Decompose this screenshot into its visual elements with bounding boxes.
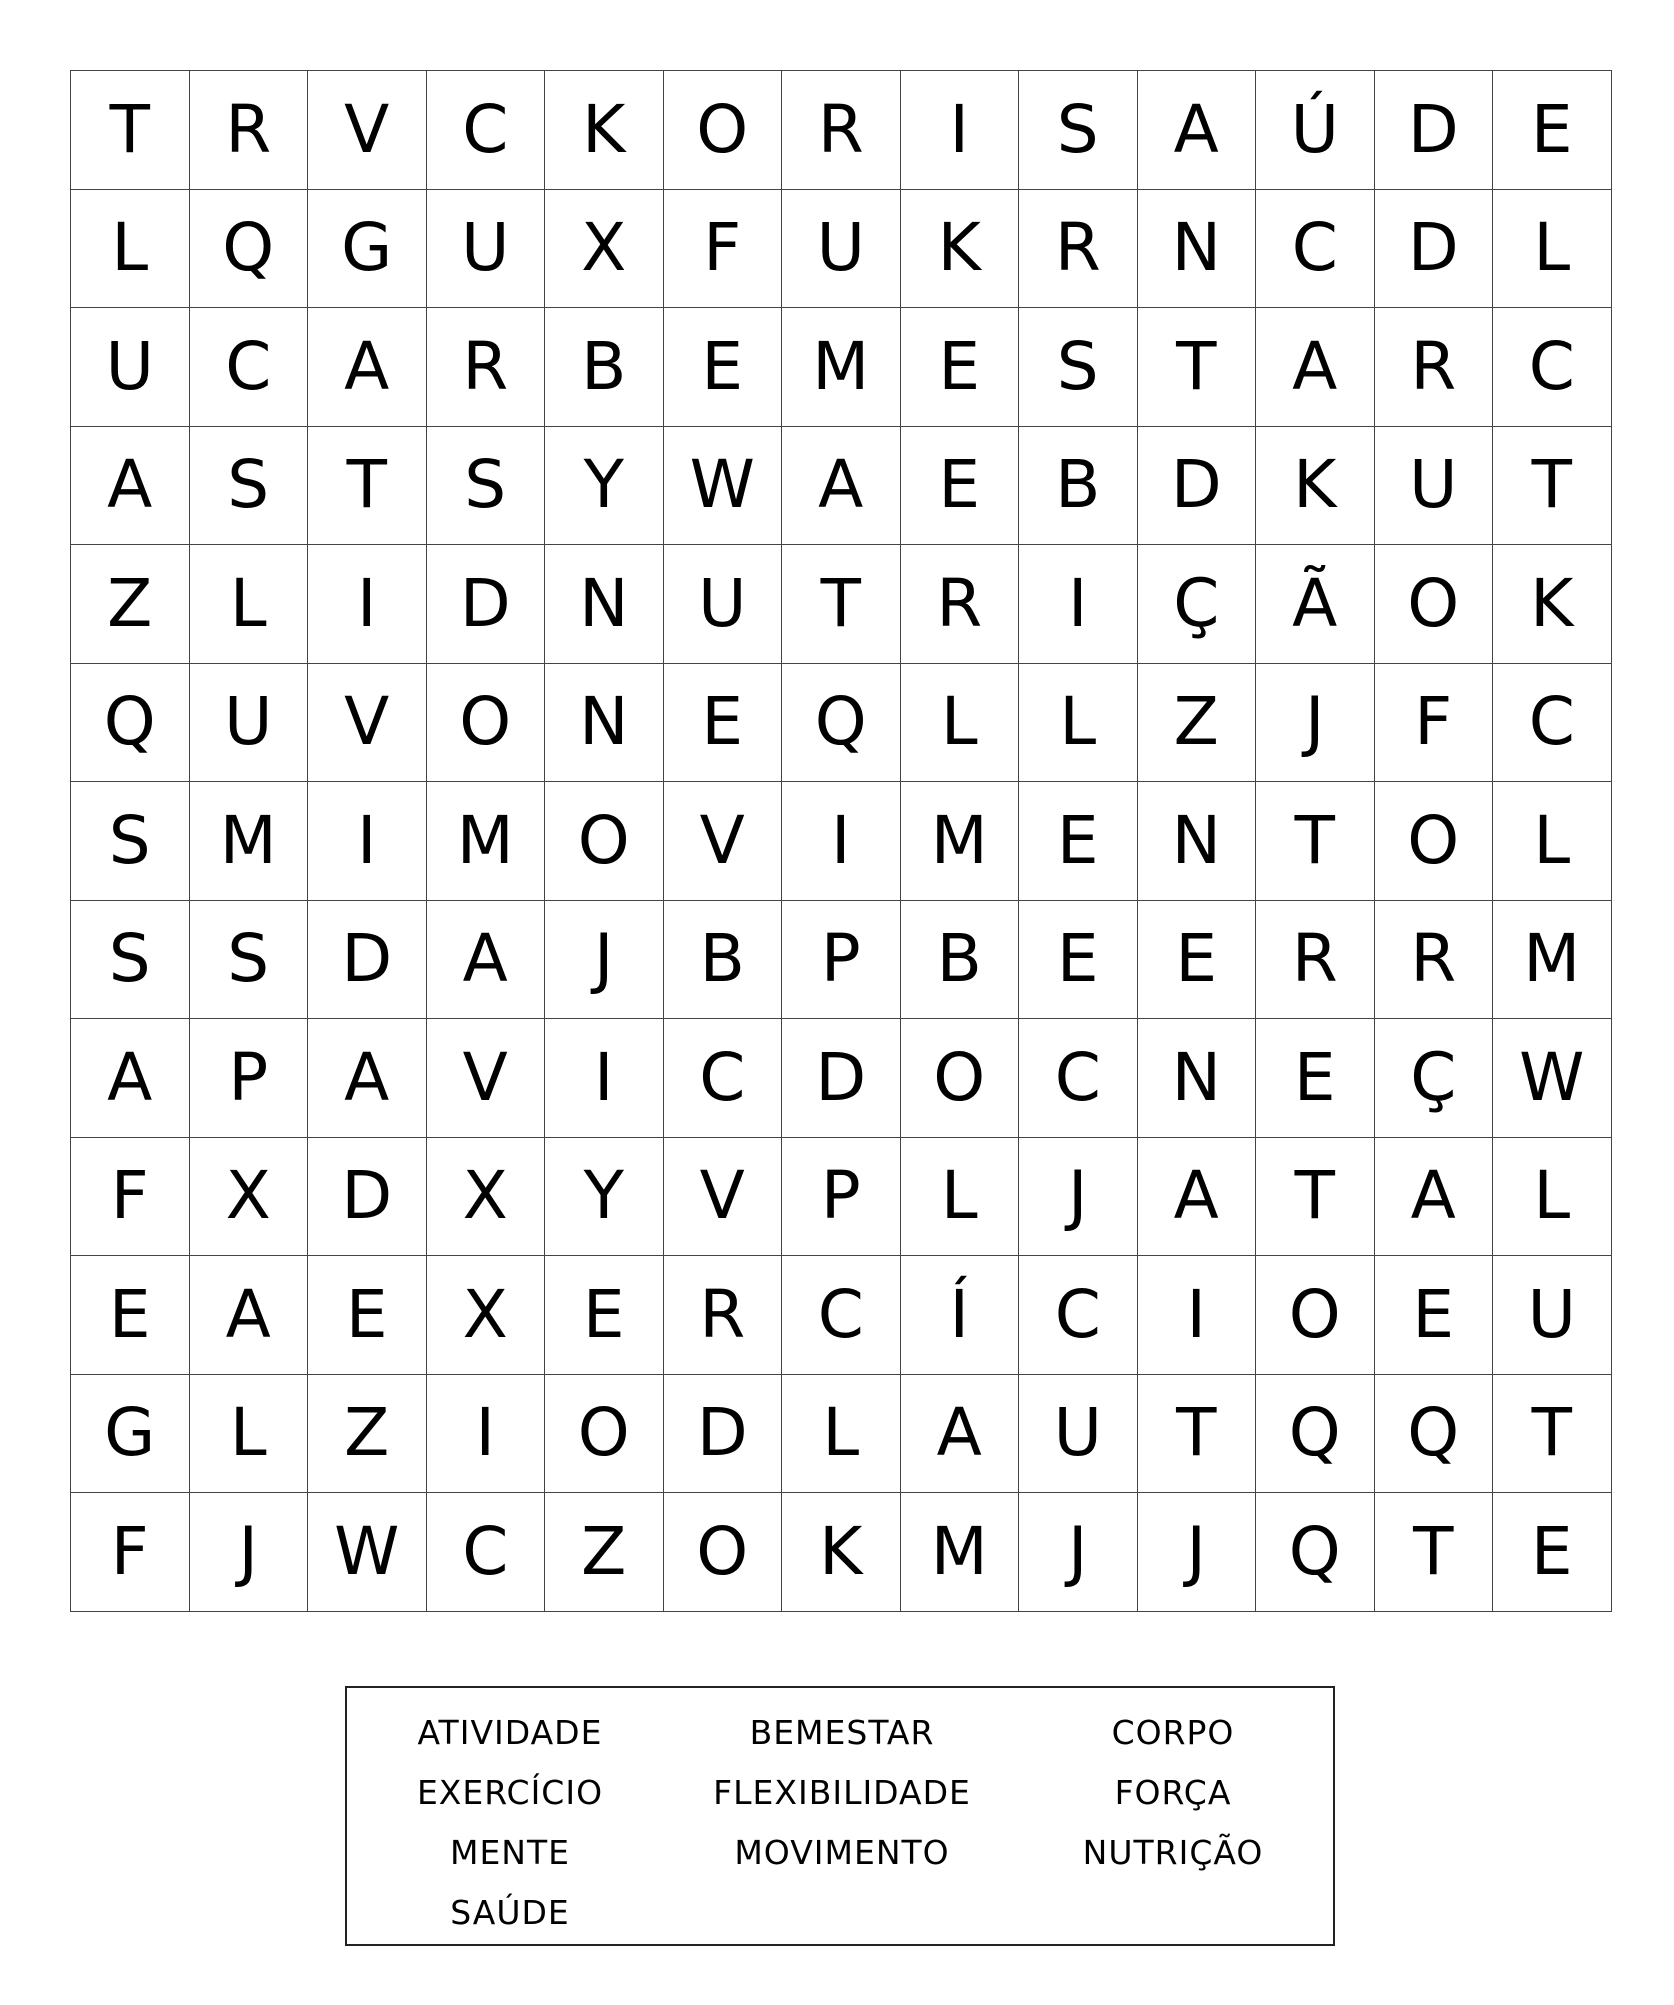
grid-cell[interactable]: A — [71, 1019, 190, 1138]
grid-cell[interactable]: S — [427, 427, 546, 546]
grid-cell[interactable]: J — [1019, 1493, 1138, 1612]
grid-cell[interactable]: E — [1019, 901, 1138, 1020]
grid-cell[interactable]: C — [664, 1019, 783, 1138]
grid-cell[interactable]: Z — [1138, 664, 1257, 783]
grid-cell[interactable]: B — [664, 901, 783, 1020]
grid-cell[interactable]: T — [782, 545, 901, 664]
grid-cell[interactable]: O — [545, 782, 664, 901]
grid-cell[interactable]: U — [1019, 1375, 1138, 1494]
grid-cell[interactable]: P — [782, 1138, 901, 1257]
grid-cell[interactable]: S — [1019, 308, 1138, 427]
grid-cell[interactable]: I — [1019, 545, 1138, 664]
grid-cell[interactable]: Z — [71, 545, 190, 664]
grid-cell[interactable]: V — [664, 782, 783, 901]
grid-cell[interactable]: U — [1375, 427, 1494, 546]
grid-cell[interactable]: W — [308, 1493, 427, 1612]
word-list-item: MOVIMENTO — [734, 1832, 950, 1872]
grid-cell[interactable]: X — [427, 1256, 546, 1375]
grid-cell[interactable]: O — [1375, 782, 1494, 901]
grid-cell[interactable]: L — [190, 545, 309, 664]
grid-cell[interactable]: L — [1493, 190, 1612, 309]
grid-cell[interactable]: M — [1493, 901, 1612, 1020]
grid-cell[interactable]: C — [1019, 1019, 1138, 1138]
grid-cell[interactable]: K — [1493, 545, 1612, 664]
grid-cell[interactable]: S — [71, 901, 190, 1020]
grid-cell[interactable]: T — [1493, 427, 1612, 546]
grid-cell[interactable]: N — [545, 664, 664, 783]
word-list-item: ATIVIDADE — [417, 1712, 603, 1752]
grid-cell[interactable]: O — [664, 71, 783, 190]
grid-cell[interactable]: W — [1493, 1019, 1612, 1138]
grid-cell[interactable]: J — [545, 901, 664, 1020]
grid-cell[interactable]: A — [1138, 1138, 1257, 1257]
grid-cell[interactable]: M — [190, 782, 309, 901]
grid-cell[interactable]: E — [1375, 1256, 1494, 1375]
grid-cell[interactable]: D — [1138, 427, 1257, 546]
grid-cell[interactable]: V — [308, 71, 427, 190]
grid-cell[interactable]: T — [1493, 1375, 1612, 1494]
grid-cell[interactable]: F — [71, 1138, 190, 1257]
grid-cell[interactable]: A — [1256, 308, 1375, 427]
grid-cell[interactable]: A — [427, 901, 546, 1020]
grid-cell[interactable]: D — [427, 545, 546, 664]
grid-cell[interactable]: Q — [71, 664, 190, 783]
grid-cell[interactable]: J — [1138, 1493, 1257, 1612]
grid-cell[interactable]: J — [1256, 664, 1375, 783]
grid-cell[interactable]: R — [664, 1256, 783, 1375]
grid-cell[interactable]: V — [308, 664, 427, 783]
grid-cell[interactable]: O — [1375, 545, 1494, 664]
grid-cell[interactable]: U — [427, 190, 546, 309]
grid-cell[interactable]: N — [1138, 1019, 1257, 1138]
grid-cell[interactable]: A — [190, 1256, 309, 1375]
grid-cell[interactable]: Z — [308, 1375, 427, 1494]
grid-cell[interactable]: E — [1493, 1493, 1612, 1612]
grid-cell[interactable]: A — [901, 1375, 1020, 1494]
grid-cell[interactable]: U — [664, 545, 783, 664]
grid-cell[interactable]: J — [1019, 1138, 1138, 1257]
grid-cell[interactable]: Í — [901, 1256, 1020, 1375]
grid-cell[interactable]: C — [1019, 1256, 1138, 1375]
word-list-item: FLEXIBILIDADE — [713, 1772, 971, 1812]
grid-cell[interactable]: Ã — [1256, 545, 1375, 664]
grid-cell[interactable]: Ç — [1375, 1019, 1494, 1138]
grid-cell[interactable]: T — [1138, 1375, 1257, 1494]
grid-cell[interactable]: I — [1138, 1256, 1257, 1375]
grid-cell[interactable]: J — [190, 1493, 309, 1612]
word-list-column-3 — [1083, 1702, 1264, 1882]
grid-cell[interactable]: L — [1493, 782, 1612, 901]
grid-cell[interactable]: V — [664, 1138, 783, 1257]
grid-cell[interactable]: K — [545, 71, 664, 190]
word-list-item: SAÚDE — [450, 1892, 570, 1932]
grid-cell[interactable]: L — [782, 1375, 901, 1494]
grid-cell[interactable]: D — [308, 1138, 427, 1257]
grid-cell[interactable]: Y — [545, 1138, 664, 1257]
grid-cell[interactable]: N — [545, 545, 664, 664]
grid-cell[interactable]: D — [664, 1375, 783, 1494]
word-list-column-1 — [417, 1702, 603, 1942]
grid-cell[interactable]: K — [1256, 427, 1375, 546]
grid-cell[interactable]: Z — [545, 1493, 664, 1612]
grid-cell[interactable]: N — [1138, 190, 1257, 309]
grid-cell[interactable]: F — [71, 1493, 190, 1612]
grid-cell[interactable]: E — [664, 664, 783, 783]
grid-cell[interactable]: W — [664, 427, 783, 546]
grid-cell[interactable]: O — [545, 1375, 664, 1494]
grid-cell[interactable]: E — [1019, 782, 1138, 901]
grid-cell[interactable]: Q — [190, 190, 309, 309]
word-list-item: BEMESTAR — [749, 1712, 935, 1752]
word-list-box — [345, 1686, 1335, 1946]
grid-cell[interactable]: N — [1138, 782, 1257, 901]
grid-cell[interactable]: K — [901, 190, 1020, 309]
grid-cell[interactable]: Y — [545, 427, 664, 546]
grid-cell[interactable]: A — [1138, 71, 1257, 190]
grid-cell[interactable]: B — [545, 308, 664, 427]
grid-cell[interactable]: F — [664, 190, 783, 309]
grid-cell[interactable]: E — [901, 308, 1020, 427]
grid-cell[interactable]: Ç — [1138, 545, 1257, 664]
grid-cell[interactable]: L — [1019, 664, 1138, 783]
grid-cell[interactable]: R — [901, 545, 1020, 664]
grid-cell[interactable]: T — [1138, 308, 1257, 427]
grid-cell[interactable]: X — [427, 1138, 546, 1257]
word-list-item: NUTRIÇÃO — [1082, 1832, 1264, 1872]
grid-cell[interactable]: E — [1138, 901, 1257, 1020]
grid-cell[interactable]: M — [901, 782, 1020, 901]
grid-cell[interactable]: M — [427, 782, 546, 901]
word-list-item: EXERCÍCIO — [416, 1772, 604, 1812]
grid-cell[interactable]: T — [1375, 1493, 1494, 1612]
grid-cell[interactable]: O — [901, 1019, 1020, 1138]
grid-cell[interactable]: E — [1256, 1019, 1375, 1138]
grid-cell[interactable]: F — [1375, 664, 1494, 783]
grid-cell[interactable]: C — [427, 1493, 546, 1612]
grid-cell[interactable]: T — [1256, 782, 1375, 901]
word-list-column-2 — [713, 1702, 971, 1882]
grid-cell[interactable]: C — [1493, 308, 1612, 427]
grid-cell[interactable]: R — [782, 71, 901, 190]
grid-cell[interactable]: T — [1256, 1138, 1375, 1257]
grid-cell[interactable]: C — [1493, 664, 1612, 783]
grid-cell[interactable]: O — [1256, 1256, 1375, 1375]
grid-cell[interactable]: S — [71, 782, 190, 901]
grid-cell[interactable]: T — [71, 71, 190, 190]
grid-cell[interactable]: I — [901, 71, 1020, 190]
grid-cell[interactable]: K — [782, 1493, 901, 1612]
grid-cell[interactable]: X — [190, 1138, 309, 1257]
grid-cell[interactable]: M — [782, 308, 901, 427]
grid-cell[interactable]: L — [901, 664, 1020, 783]
grid-cell[interactable]: Q — [782, 664, 901, 783]
grid-cell[interactable]: A — [308, 1019, 427, 1138]
grid-cell[interactable]: R — [1375, 308, 1494, 427]
grid-cell[interactable]: U — [782, 190, 901, 309]
grid-cell[interactable]: C — [190, 308, 309, 427]
word-list-item: MENTE — [449, 1832, 571, 1872]
grid-cell[interactable]: T — [308, 427, 427, 546]
grid-cell[interactable]: Q — [1375, 1375, 1494, 1494]
grid-cell[interactable]: L — [901, 1138, 1020, 1257]
grid-cell[interactable]: G — [71, 1375, 190, 1494]
grid-cell[interactable]: R — [427, 308, 546, 427]
grid-cell[interactable]: P — [190, 1019, 309, 1138]
grid-cell[interactable]: E — [71, 1256, 190, 1375]
grid-cell[interactable]: L — [1493, 1138, 1612, 1257]
grid-cell[interactable]: C — [1256, 190, 1375, 309]
grid-cell[interactable]: D — [1375, 190, 1494, 309]
grid-cell[interactable]: Ú — [1256, 71, 1375, 190]
grid-cell[interactable]: A — [308, 308, 427, 427]
grid-cell[interactable]: D — [308, 901, 427, 1020]
grid-cell[interactable]: R — [1375, 901, 1494, 1020]
grid-cell[interactable]: D — [1375, 71, 1494, 190]
grid-cell[interactable]: S — [190, 427, 309, 546]
grid-cell[interactable]: G — [308, 190, 427, 309]
grid-cell[interactable]: I — [545, 1019, 664, 1138]
grid-cell[interactable]: R — [1256, 901, 1375, 1020]
grid-cell[interactable]: A — [1375, 1138, 1494, 1257]
grid-cell[interactable]: E — [1493, 71, 1612, 190]
grid-cell[interactable]: Q — [1256, 1493, 1375, 1612]
grid-cell[interactable]: A — [71, 427, 190, 546]
grid-cell[interactable]: U — [71, 308, 190, 427]
grid-cell[interactable]: B — [901, 901, 1020, 1020]
grid-cell[interactable]: S — [190, 901, 309, 1020]
grid-cell[interactable]: B — [1019, 427, 1138, 546]
grid-cell[interactable]: C — [782, 1256, 901, 1375]
grid-cell[interactable]: I — [308, 545, 427, 664]
grid-cell[interactable]: R — [1019, 190, 1138, 309]
grid-cell[interactable]: V — [427, 1019, 546, 1138]
grid-cell[interactable]: O — [427, 664, 546, 783]
word-search-grid — [70, 70, 1612, 1612]
grid-cell[interactable]: D — [782, 1019, 901, 1138]
grid-cell[interactable]: E — [308, 1256, 427, 1375]
grid-cell[interactable]: P — [782, 901, 901, 1020]
grid-cell[interactable]: S — [1019, 71, 1138, 190]
grid-cell[interactable]: Q — [1256, 1375, 1375, 1494]
grid-cell[interactable]: U — [1493, 1256, 1612, 1375]
grid-cell[interactable]: A — [782, 427, 901, 546]
grid-cell[interactable]: L — [190, 1375, 309, 1494]
grid-cell[interactable]: C — [427, 71, 546, 190]
grid-cell[interactable]: I — [427, 1375, 546, 1494]
grid-cell[interactable]: O — [664, 1493, 783, 1612]
grid-cell[interactable]: E — [901, 427, 1020, 546]
grid-cell[interactable]: L — [71, 190, 190, 309]
grid-cell[interactable]: E — [545, 1256, 664, 1375]
grid-cell[interactable]: I — [782, 782, 901, 901]
grid-cell[interactable]: E — [664, 308, 783, 427]
grid-cell[interactable]: I — [308, 782, 427, 901]
grid-cell[interactable]: X — [545, 190, 664, 309]
grid-cell[interactable]: M — [901, 1493, 1020, 1612]
word-list-item: CORPO — [1111, 1712, 1235, 1752]
grid-cell[interactable]: U — [190, 664, 309, 783]
word-list-item: FORÇA — [1114, 1772, 1232, 1812]
grid-cell[interactable]: R — [190, 71, 309, 190]
